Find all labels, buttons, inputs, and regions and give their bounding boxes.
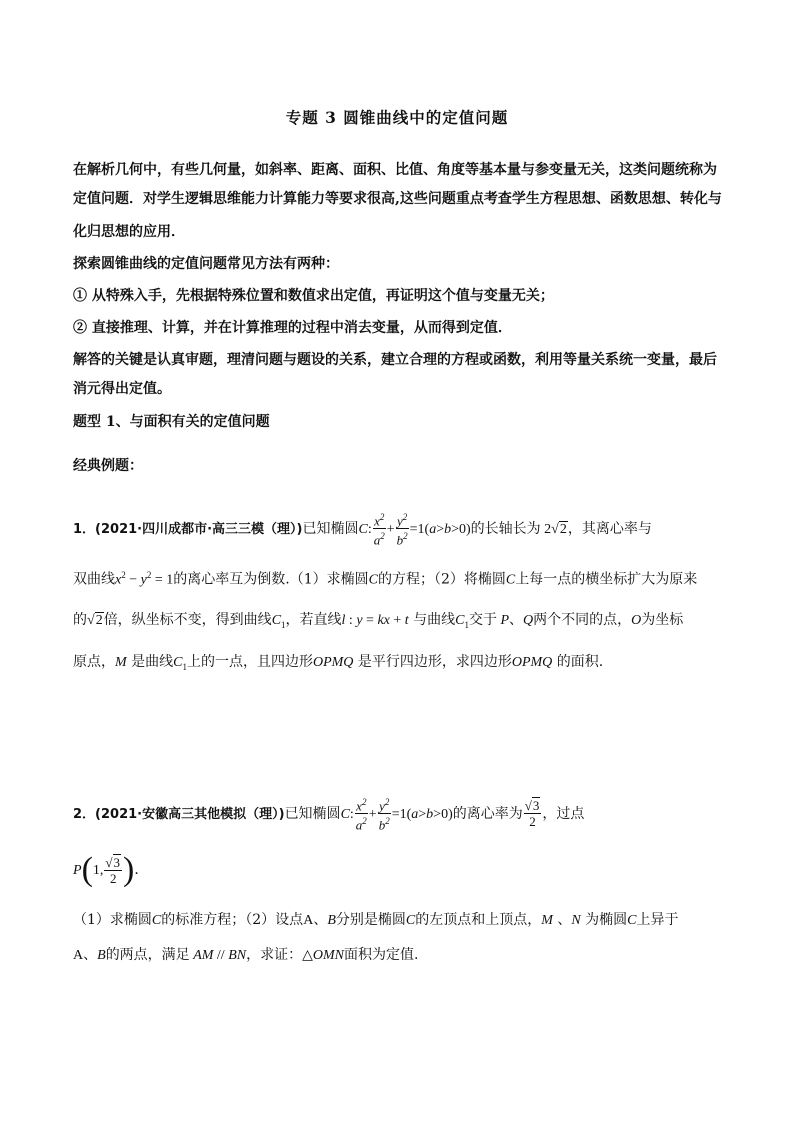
intro-line-2: 定值问题．对学生逻辑思维能力计算能力等要求很高,这些问题重点考查学生方程思想、函数思想、转化与 bbox=[73, 191, 722, 207]
problem-1-source: 1．(2021·四川成都市·高三三模（理）) bbox=[73, 521, 303, 537]
problem-1-line-2: 双曲线$x^2 - y^2 = 1$的离心率互为倒数.（1）求椭圆C的方程；（2）将椭圆C上每一点的横坐标扩大为原来 bbox=[73, 570, 698, 588]
method-1: ① 从特殊入手，先根据特殊位置和数值求出定值，再证明这个值与变量无关； bbox=[73, 288, 554, 304]
problem-2-line-4: A、B的两点，满足 AM // BN，求证：△OMN面积为定值. bbox=[73, 947, 419, 963]
key-line-2: 消元得出定值。 bbox=[73, 381, 171, 397]
problem-2-source: 2．(2021·安徽高三其他模拟（理）) bbox=[73, 806, 285, 822]
key-line-1: 解答的关键是认真审题，理清问题与题设的关系，建立合理的方程或函数，利用等量关系统一变量，最后 bbox=[73, 352, 717, 368]
problem-2-line-2: P(1, $\frac{√3}{2}$ )． bbox=[73, 851, 149, 888]
problem-1-line-3: 的√2倍，纵坐标不变，得到曲线$C_1$，若直线l : y = kx + t 与曲线$C_1$交于 P、Q两个不同的点，O为坐标 bbox=[73, 612, 684, 630]
intro-line-3: 化归思想的应用． bbox=[73, 224, 185, 240]
problem-1-line-1: 1．(2021·四川成都市·高三三模（理）)已知椭圆C: $\frac{x^2}{a^2}$ + $\frac{y^2}{b^2}$ =1(a>b>0)的长轴长为 2√2，其离心率与 bbox=[73, 512, 652, 548]
type-1-heading: 题型 1、与面积有关的定值问题 bbox=[73, 414, 270, 430]
intro-line-1: 在解析几何中，有些几何量，如斜率、距离、面积、比值、角度等基本量与参变量无关，这类问题统称为 bbox=[73, 162, 717, 178]
methods-heading: 探索圆锥曲线的定值问题常见方法有两种： bbox=[73, 256, 339, 272]
problem-1-line-4: 原点，M 是曲线$C_1$上的一点，且四边形OPMQ 是平行四边形，求四边形OPMQ 的面积. bbox=[73, 654, 604, 672]
problem-2-line-1: 2．(2021·安徽高三其他模拟（理）)已知椭圆C: $\frac{x^2}{a^2}$ + $\frac{y^2}{b^2}$ =1(a>b>0)的离心率为 $\frac{√3}{2}$ ，过点 bbox=[73, 797, 585, 833]
problem-2-line-3: （1）求椭圆C的标准方程；（2）设点A、B分别是椭圆C的左顶点和上顶点，M 、N 为椭圆C上异于 bbox=[73, 912, 679, 928]
method-2: ② 直接推理、计算，并在计算推理的过程中消去变量，从而得到定值． bbox=[73, 320, 512, 336]
examples-heading: 经典例题： bbox=[73, 458, 143, 474]
page-title: 专题 3 圆锥曲线中的定值问题 bbox=[285, 108, 509, 127]
